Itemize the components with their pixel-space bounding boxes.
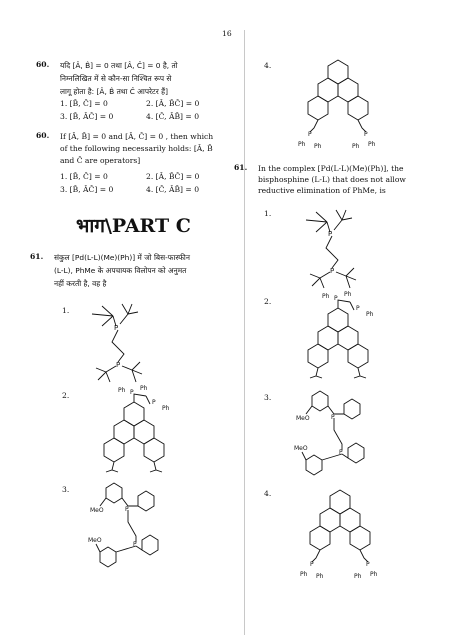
atom-p: P [339, 449, 343, 456]
part-heading: भाग\PART C [76, 215, 191, 237]
option-3: 3. [B̂, ÂĈ] = 0 [60, 112, 114, 121]
option-4: 4. [Ĉ, ÂB̂] = 0 [146, 185, 200, 194]
option-1: 1. [B̂, Ĉ] = 0 [60, 172, 108, 181]
atom-p: P [334, 295, 338, 302]
ph-label: Ph [368, 141, 376, 148]
question-text-line: reductive elimination of PhMe, is [258, 186, 386, 195]
option-label-3: 3. [62, 485, 70, 494]
ph-label: Ph [344, 291, 352, 298]
ph-label: Ph [314, 143, 322, 150]
question-text-line: In the complex [Pd(L-L)(Me)(Ph)], the [258, 164, 404, 173]
option-3: 3. [B̂, ÂĈ] = 0 [60, 185, 114, 194]
atom-p: P [328, 230, 333, 238]
question-text-line: of the following necessarily holds: [Â, B̂ [60, 144, 213, 153]
meo-label: MeO [88, 537, 102, 544]
atom-p: P [364, 131, 368, 138]
ph-label: Ph [316, 573, 324, 580]
question-text-line: bisphosphine (L-L) that does not allow [258, 175, 406, 184]
option-label-2: 2. [62, 391, 70, 400]
question-text-line: नहीं करती है, वह है [54, 279, 107, 288]
question-text-line: यदि [Â, B̂] = 0 तथा [Â, Ĉ] = 0 है, तो [60, 61, 178, 70]
question-number: 60. [36, 131, 50, 140]
ph-label: Ph [370, 571, 378, 578]
option-label-3: 3. [264, 393, 272, 402]
atom-p: P [125, 506, 129, 513]
option-2: 2. [Â, B̂Ĉ] = 0 [146, 172, 200, 181]
question-text-line: (L-L), PhMe के अपचायक विलोपन को अनुमत [54, 266, 187, 275]
meo-label: MeO [296, 415, 310, 422]
ph-label: Ph [298, 141, 306, 148]
ph-label: Ph [366, 311, 374, 318]
atom-p: P [366, 561, 370, 568]
atom-p: P [308, 131, 312, 138]
option-label-4-top: 4. [264, 61, 272, 70]
question-text-line: निम्नलिखित में से कौन-सा निश्चित रूप से [60, 74, 172, 83]
question-text-line: If [Â, B̂] = 0 and [Â, Ĉ] = 0 , then which [60, 132, 214, 141]
option-label-4: 4. [264, 489, 272, 498]
ph-label: Ph [118, 387, 126, 394]
structure-dtbpe [294, 204, 374, 289]
atom-p: P [114, 324, 119, 332]
question-number: 61. [30, 252, 44, 261]
structure-aromatic-ch2pph2 [294, 58, 386, 150]
meo-label: MeO [294, 445, 308, 452]
column-divider [244, 30, 245, 635]
ph-label: Ph [162, 405, 170, 412]
atom-p: P [331, 414, 335, 421]
structure-dtbpe [80, 298, 160, 383]
atom-p: P [130, 389, 134, 396]
question-number: 60. [36, 60, 50, 69]
ph-label: Ph [140, 385, 148, 392]
atom-p: P [356, 305, 360, 312]
structure-dipamp-like [84, 478, 174, 578]
question-text-line: लागू होता है: [Â, B̂ तथा Ĉ आपरेटर हैं] [60, 87, 168, 96]
question-text-line: and Ĉ are operators] [60, 156, 141, 165]
page-number: 16 [222, 29, 232, 38]
ph-label: Ph [300, 571, 308, 578]
structure-dipamp-like [290, 386, 380, 486]
meo-label: MeO [90, 507, 104, 514]
structure-aromatic-ch2pph2 [296, 488, 388, 580]
atom-p: P [310, 561, 314, 568]
ph-label: Ph [352, 143, 360, 150]
structure-aromatic-bisphosphine-tbu [94, 384, 184, 476]
option-1: 1. [B̂, Ĉ] = 0 [60, 99, 108, 108]
option-label-1: 1. [264, 209, 272, 218]
option-4: 4. [Ĉ, ÂB̂] = 0 [146, 112, 200, 121]
atom-p: P [330, 267, 335, 275]
question-text-line: संकुल [Pd(L-L)(Me)(Ph)] में जो बिस-फास्फीन [54, 253, 190, 262]
ph-label: Ph [322, 293, 330, 300]
option-label-1: 1. [62, 306, 70, 315]
atom-p: P [133, 541, 137, 548]
option-2: 2. [Â, B̂Ĉ] = 0 [146, 99, 200, 108]
atom-p: P [152, 399, 156, 406]
question-number: 61. [234, 163, 248, 172]
option-label-2: 2. [264, 297, 272, 306]
structure-aromatic-bisphosphine-tbu [298, 290, 388, 382]
atom-p: P [116, 361, 121, 369]
ph-label: Ph [354, 573, 362, 580]
